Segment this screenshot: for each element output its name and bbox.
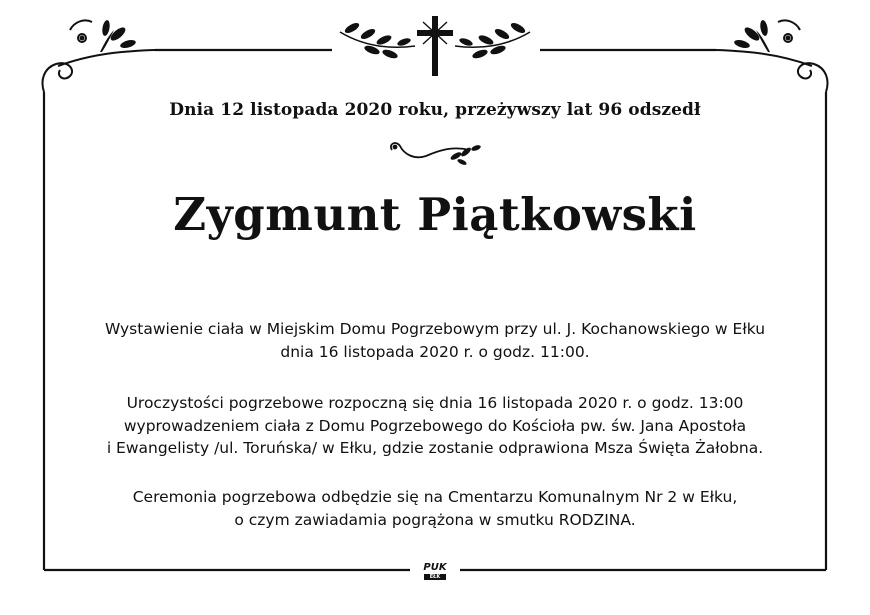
deceased-name: Zygmunt Piątkowski	[173, 188, 697, 241]
text-line: o czym zawiadamia pogrążona w smutku RODZINA.	[234, 510, 636, 529]
laurel-branch-icon	[100, 20, 137, 52]
puk-logo	[418, 563, 452, 583]
paragraph-ceremony	[40, 392, 830, 460]
laurel-right-icon	[455, 21, 530, 60]
text-line: i Ewangelisty /ul. Toruńska/ w Ełku, gdzie zostanie odprawiona Msza Święta Żałobna.	[106, 439, 764, 457]
text-line: wyprowadzeniem ciała z Domu Pogrzebowego do Kościoła pw. św. Jana Apostoła	[123, 416, 747, 435]
laurel-left-icon	[340, 21, 415, 60]
text-line: dnia 16 listopada 2020 r. o godz. 11:00.	[280, 342, 590, 361]
logo-main: PUK	[423, 562, 447, 573]
laurel-branch-icon-right	[733, 20, 770, 52]
text-line: Uroczystości pogrzebowe rozpoczną się dnia 16 listopada 2020 r. o godz. 13:00	[126, 394, 744, 412]
text-line: Ceremonia pogrzebowa odbędzie się na Cmentarzu Komunalnym Nr 2 w Ełku,	[132, 488, 738, 506]
cross-icon	[417, 16, 453, 76]
logo-sub: EŁK	[424, 574, 446, 580]
corner-swirl-icon-right	[715, 20, 828, 92]
text-line: Wystawienie ciała w Miejskim Domu Pogrzebowym przy ul. J. Kochanowskiego w Ełku	[104, 320, 766, 338]
corner-swirl-icon	[43, 20, 156, 92]
intro-line: Dnia 12 listopada 2020 roku, przeżywszy lat 96 odszedł	[169, 100, 701, 120]
paragraph-burial	[40, 486, 830, 531]
paragraph-viewing	[40, 318, 830, 363]
